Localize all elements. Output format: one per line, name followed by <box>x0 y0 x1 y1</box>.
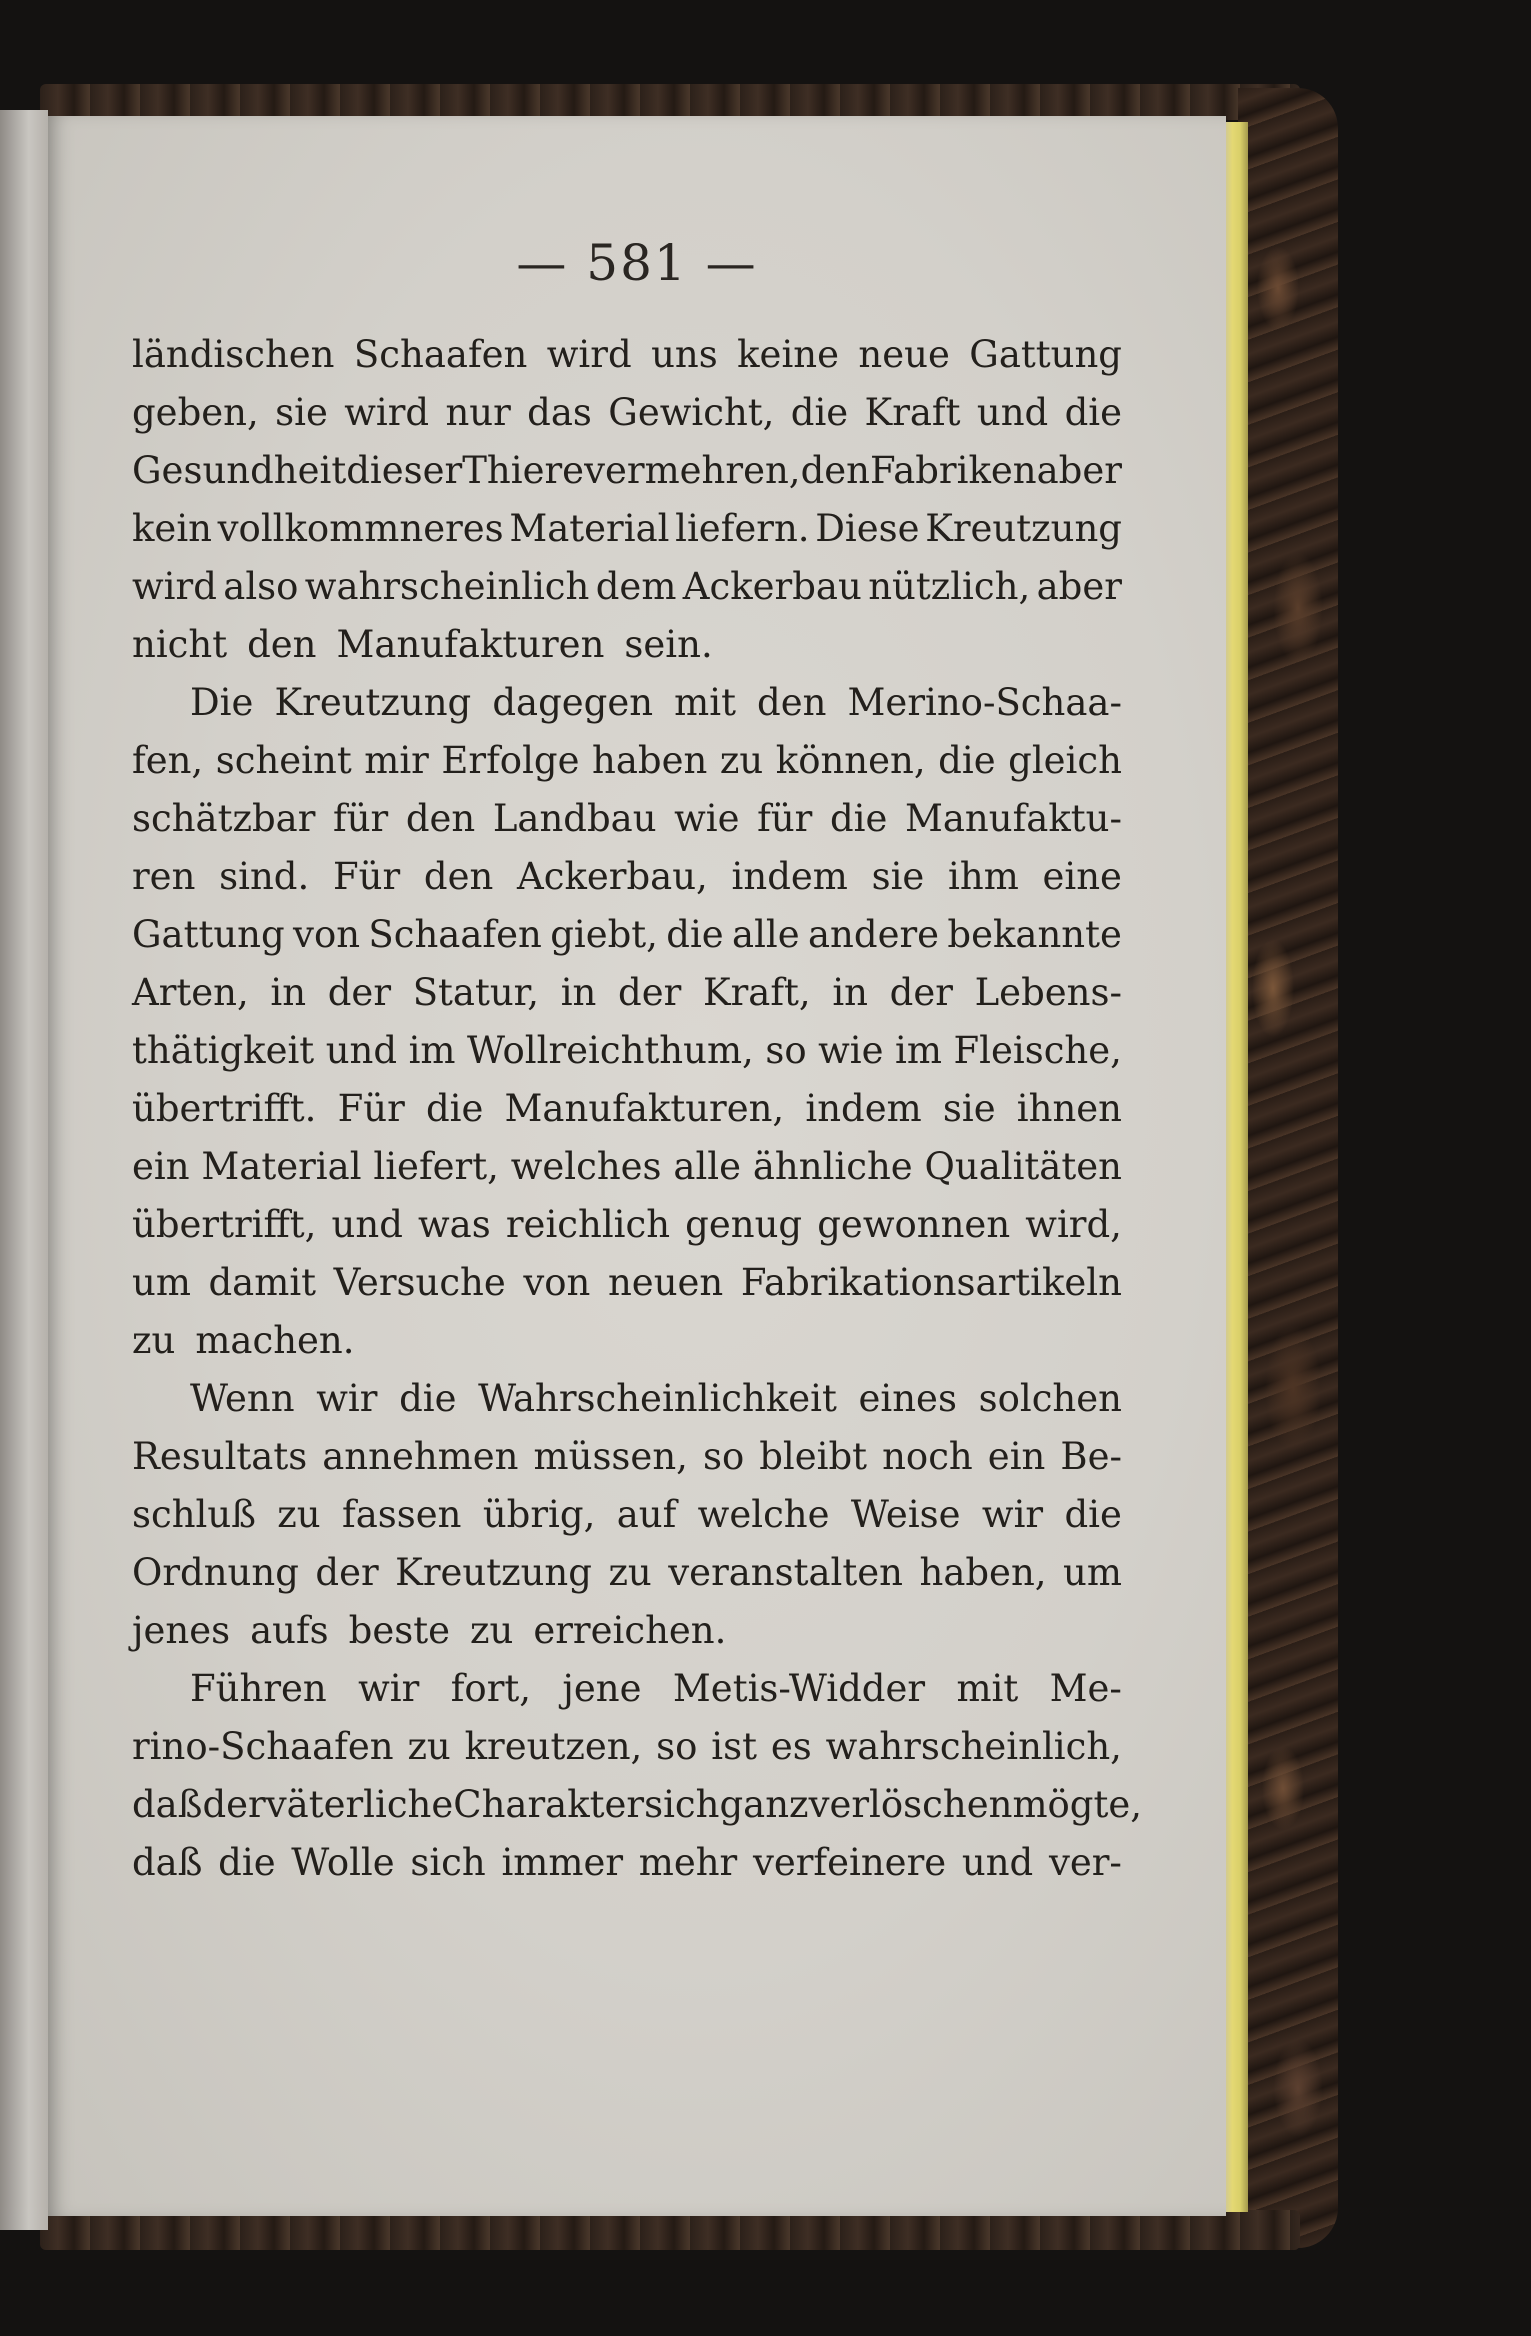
text-line <box>132 1080 1122 1138</box>
text-line <box>132 500 1122 558</box>
word: liefert, <box>373 1145 499 1188</box>
word: Me- <box>1049 1667 1122 1710</box>
word: gewonnen <box>817 1203 1011 1246</box>
word: Ordnung <box>132 1551 299 1594</box>
paragraph <box>132 1660 1143 1892</box>
word: also <box>223 565 299 608</box>
word: scheint <box>215 739 352 782</box>
word: indem <box>805 1087 922 1130</box>
page-number: — 581 — <box>516 234 758 292</box>
word: Gattung <box>969 333 1122 376</box>
word: zu <box>407 1725 451 1768</box>
facing-page-edge <box>0 110 48 2230</box>
word: fen, <box>132 739 204 782</box>
word: Gattung <box>132 913 285 956</box>
word: Be- <box>1060 1435 1122 1478</box>
book-cover-top <box>40 84 1300 120</box>
word: mir <box>364 739 429 782</box>
text-line <box>132 1834 1122 1892</box>
word: dem <box>595 565 677 608</box>
word: Wolle <box>291 1841 395 1884</box>
paragraph <box>132 326 1122 674</box>
word: immer <box>501 1841 624 1884</box>
word: gleich <box>1008 739 1122 782</box>
word: wird <box>546 333 632 376</box>
book-cover-bottom <box>40 2210 1300 2250</box>
word: Diese <box>815 507 920 550</box>
word: Versuche <box>333 1261 506 1304</box>
word: sie <box>942 1087 996 1130</box>
word: veranstalten <box>668 1551 903 1594</box>
word: dagegen <box>492 681 654 724</box>
word: Kreutzung <box>274 681 472 724</box>
word: geben, <box>132 391 259 434</box>
word: übertrifft, <box>132 1203 317 1246</box>
word: jenes <box>132 1609 231 1652</box>
word: vollkommneres <box>217 507 504 550</box>
word: jene <box>562 1667 642 1710</box>
word: Lebens- <box>974 971 1122 1014</box>
word: im <box>895 1029 942 1072</box>
word: müssen, <box>533 1435 688 1478</box>
text-line <box>132 1022 1122 1080</box>
word: Merino-Schaa- <box>847 681 1122 724</box>
word: Schaafen <box>368 913 542 956</box>
word: die <box>1064 1493 1122 1536</box>
word: eine <box>1042 855 1122 898</box>
word: die <box>1064 391 1122 434</box>
text-line <box>132 964 1122 1022</box>
word: schätzbar <box>132 797 316 840</box>
word: Fabrikationsartikeln <box>740 1261 1122 1304</box>
word: erreichen. <box>533 1609 727 1652</box>
word: Material <box>201 1145 362 1188</box>
word: reichlich <box>505 1203 671 1246</box>
text-line <box>132 906 1122 964</box>
book-page <box>48 116 1226 2216</box>
word: aber <box>1036 449 1122 492</box>
word: wir <box>358 1667 420 1710</box>
text-line <box>132 1602 1122 1660</box>
body-text <box>132 326 1143 1892</box>
word: schluß <box>132 1493 256 1536</box>
word: sich <box>644 1783 720 1826</box>
word: noch <box>882 1435 973 1478</box>
word: zu <box>277 1493 321 1536</box>
text-line <box>132 1660 1122 1718</box>
text-line <box>132 558 1122 616</box>
word: der <box>618 971 682 1014</box>
paragraph <box>132 1370 1122 1660</box>
word: Resultats <box>132 1435 308 1478</box>
word: und <box>325 1029 398 1072</box>
text-line <box>132 384 1122 442</box>
word: in <box>560 971 597 1014</box>
word: solchen <box>978 1377 1122 1420</box>
word: Kreutzung <box>925 507 1122 550</box>
word: mehr <box>638 1841 738 1884</box>
word: die <box>666 913 724 956</box>
word: ist <box>711 1725 757 1768</box>
word: wird <box>132 565 217 608</box>
word: giebt, <box>550 913 658 956</box>
word: kreutzen, <box>464 1725 643 1768</box>
word: so <box>702 1435 745 1478</box>
word: die <box>829 797 888 840</box>
word: der <box>202 1783 266 1826</box>
word: den <box>247 623 317 666</box>
text-line <box>132 1544 1122 1602</box>
word: und <box>961 1841 1034 1884</box>
word: Erfolge <box>441 739 580 782</box>
word: zu <box>608 1551 652 1594</box>
word: damit <box>208 1261 317 1304</box>
word: Fabriken <box>870 449 1037 492</box>
text-line <box>132 848 1122 906</box>
word: sie <box>275 391 328 434</box>
word: übertrifft. <box>132 1087 317 1130</box>
word: haben, <box>919 1551 1047 1594</box>
word: Kraft, <box>702 971 811 1014</box>
word: den <box>423 855 494 898</box>
word: können, <box>775 739 926 782</box>
word: eines <box>858 1377 957 1420</box>
word: fort, <box>450 1667 532 1710</box>
word: von <box>523 1261 591 1304</box>
word: welches <box>510 1145 662 1188</box>
word: die <box>425 1087 484 1130</box>
word: alle <box>673 1145 742 1188</box>
word: bekannte <box>947 913 1122 956</box>
word: Statur, <box>412 971 540 1014</box>
word: Wollreichthum, <box>467 1029 754 1072</box>
word: sein. <box>624 623 713 666</box>
word: wird, <box>1025 1203 1122 1246</box>
word: ein <box>987 1435 1046 1478</box>
word: Gewicht, <box>608 391 775 434</box>
word: Wenn <box>190 1377 295 1420</box>
word: aufs <box>250 1609 329 1652</box>
text-line <box>132 1254 1122 1312</box>
word: liefern. <box>675 507 810 550</box>
word: ren <box>132 855 196 898</box>
word: Kraft <box>864 391 961 434</box>
word: Thiere <box>462 449 585 492</box>
word: Gesundheit <box>132 449 347 492</box>
word: und <box>331 1203 403 1246</box>
word: thätigkeit <box>132 1029 315 1072</box>
word: Material <box>509 507 670 550</box>
word: Manufakturen, <box>504 1087 785 1130</box>
text-line <box>132 1776 1143 1834</box>
word: Ackerbau, <box>517 855 708 898</box>
word: mögte, <box>1012 1783 1143 1826</box>
word: dieser <box>346 449 463 492</box>
text-line <box>132 326 1122 384</box>
word: beste <box>348 1609 451 1652</box>
word: wahrscheinlich <box>304 565 590 608</box>
word: verfeinere <box>752 1841 947 1884</box>
word: verlöschen <box>808 1783 1013 1826</box>
word: alle <box>732 913 800 956</box>
word: neue <box>858 333 950 376</box>
word: neuen <box>607 1261 724 1304</box>
word: Die <box>190 681 254 724</box>
word: um <box>132 1261 191 1304</box>
text-line <box>132 1370 1122 1428</box>
word: so <box>656 1725 698 1768</box>
word: auf <box>616 1493 677 1536</box>
word: Fleische, <box>953 1029 1122 1072</box>
word: Landbau <box>492 797 657 840</box>
word: die <box>218 1841 276 1884</box>
word: väterliche <box>265 1783 454 1826</box>
text-line <box>132 1486 1122 1544</box>
word: andere <box>808 913 940 956</box>
word: fassen <box>342 1493 462 1536</box>
word: keine <box>737 333 840 376</box>
word: sich <box>410 1841 486 1884</box>
word: für <box>757 797 813 840</box>
word: zu <box>132 1319 176 1362</box>
text-line <box>132 732 1122 790</box>
word: wir <box>316 1377 378 1420</box>
word: ihnen <box>1016 1087 1122 1130</box>
word: Arten, <box>132 971 249 1014</box>
word: Weise <box>850 1493 961 1536</box>
word: Für <box>337 1087 405 1130</box>
word: in <box>270 971 307 1014</box>
word: den <box>405 797 476 840</box>
word: haben <box>592 739 708 782</box>
word: die <box>938 739 996 782</box>
word: welche <box>697 1493 830 1536</box>
word: Qualitäten <box>924 1145 1122 1188</box>
word: daß <box>132 1841 203 1884</box>
word: Führen <box>190 1667 327 1710</box>
word: wie <box>674 797 740 840</box>
word: für <box>333 797 389 840</box>
text-line <box>132 674 1122 732</box>
word: mit <box>956 1667 1019 1710</box>
word: zu <box>719 739 764 782</box>
marbled-book-cover <box>1238 88 1338 2248</box>
word: nützlich, <box>868 565 1031 608</box>
word: Manufaktu- <box>904 797 1122 840</box>
word: der <box>889 971 953 1014</box>
word: um <box>1063 1551 1122 1594</box>
text-line <box>132 1312 1122 1370</box>
word: mit <box>674 681 736 724</box>
word: ein <box>132 1145 190 1188</box>
word: den <box>800 449 871 492</box>
word: Charakter <box>453 1783 645 1826</box>
word: der <box>315 1551 379 1594</box>
word: wahrscheinlich, <box>825 1725 1122 1768</box>
word: übrig, <box>482 1493 596 1536</box>
word: so <box>765 1029 807 1072</box>
text-line <box>132 1718 1122 1776</box>
text-line <box>132 616 1122 674</box>
word: sind. <box>219 855 310 898</box>
word: bleibt <box>759 1435 868 1478</box>
word: daß <box>132 1783 203 1826</box>
word: was <box>418 1203 491 1246</box>
text-line <box>132 790 1122 848</box>
word: Manufakturen <box>336 623 605 666</box>
word: indem <box>731 855 848 898</box>
word: wir <box>981 1493 1044 1536</box>
word: sie <box>871 855 925 898</box>
word: wie <box>818 1029 884 1072</box>
word: aber <box>1036 565 1122 608</box>
word: Metis-Widder <box>672 1667 926 1710</box>
word: wird <box>344 391 430 434</box>
word: von <box>293 913 361 956</box>
word: ähnliche <box>752 1145 913 1188</box>
word: Ackerbau <box>682 565 862 608</box>
text-line <box>132 1138 1122 1196</box>
word: in <box>832 971 869 1014</box>
word: nicht <box>132 623 228 666</box>
text-line <box>132 1428 1122 1486</box>
word: Schaafen <box>353 333 528 376</box>
word: der <box>327 971 392 1014</box>
word: ihm <box>948 855 1019 898</box>
word: genug <box>685 1203 803 1246</box>
word: ver- <box>1048 1841 1122 1884</box>
word: zu <box>470 1609 514 1652</box>
word: Kreutzung <box>395 1551 592 1594</box>
word: die <box>399 1377 457 1420</box>
word: es <box>770 1725 812 1768</box>
word: den <box>757 681 827 724</box>
word: die <box>790 391 849 434</box>
word: rino-Schaafen <box>132 1725 394 1768</box>
text-line <box>132 1196 1122 1254</box>
word: ganz <box>719 1783 809 1826</box>
word: Für <box>332 855 401 898</box>
word: machen. <box>195 1319 355 1362</box>
word: vermehren, <box>584 449 801 492</box>
word: und <box>976 391 1049 434</box>
paragraph <box>132 674 1122 1370</box>
word: uns <box>651 333 718 376</box>
word: das <box>527 391 592 434</box>
word: annehmen <box>322 1435 519 1478</box>
word: im <box>408 1029 456 1072</box>
word: nur <box>445 391 511 434</box>
text-line <box>132 442 1122 500</box>
word: kein <box>132 507 212 550</box>
word: Wahrscheinlichkeit <box>478 1377 837 1420</box>
word: ländischen <box>132 333 335 376</box>
